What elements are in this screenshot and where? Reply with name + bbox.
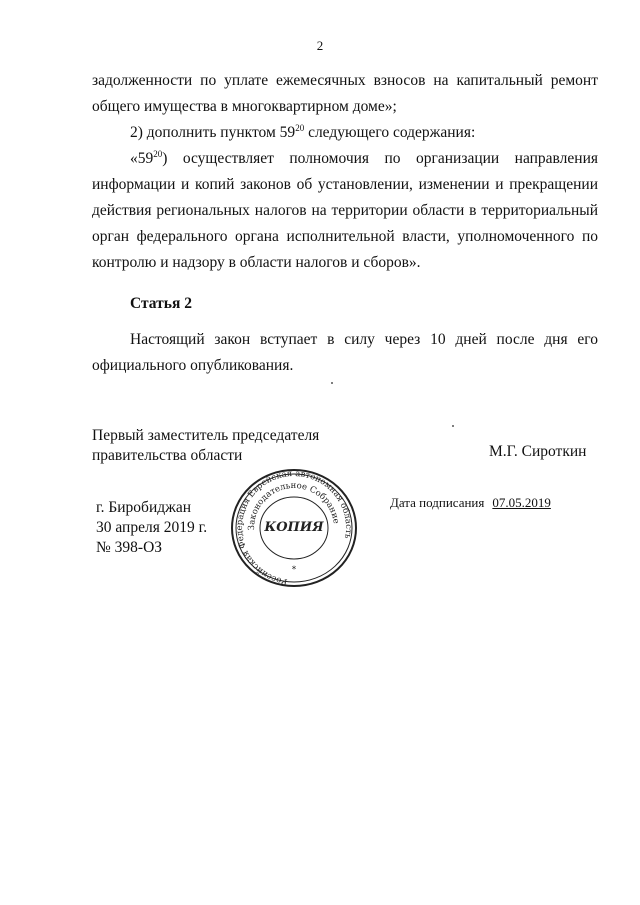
signatory-title	[92, 426, 319, 466]
page-number: 2	[316, 38, 324, 53]
article-2-heading: Статья 2	[130, 295, 192, 312]
signatory-title-line: Первый заместитель председателя	[92, 427, 320, 444]
signing-date-label: Дата подписания	[390, 495, 485, 510]
signing-date-value: 07.05.2019	[492, 495, 551, 510]
signatory-name: М.Г. Сироткин	[489, 443, 587, 460]
item-2-suffix: следующего содержания:	[304, 124, 476, 141]
quote-text: ) осуществляет полномочия по организации направления информации и копий законов об установлении, изменении и прекращении действия региональных налогов на территории области в территориальный орган федерального органа исполнительной власти, уполномоченного по контролю и надзору в области налогов и сборов».	[92, 150, 598, 271]
scan-speck	[331, 382, 333, 384]
paragraph-line: задолженности по уплате ежемесячных взносов на капитальный ремонт	[92, 72, 598, 89]
signing-date	[390, 495, 551, 511]
paragraph-line: общего имущества в многоквартирном доме»;	[92, 98, 397, 115]
copy-stamp	[229, 468, 359, 593]
article-2-text	[92, 327, 598, 379]
stamp-inner-text: Законодательное Собрание	[247, 480, 341, 531]
law-date: 30 апреля 2019 г.	[96, 519, 208, 536]
stamp-graphic	[229, 468, 359, 588]
paragraph-continuation	[92, 68, 598, 120]
place-date-block	[96, 498, 207, 558]
stamp-star: *	[291, 565, 297, 575]
quote-prefix: «59	[130, 150, 154, 167]
paragraph-item-2	[92, 120, 598, 146]
paragraph-quote	[92, 146, 598, 276]
city: г. Биробиджан	[96, 499, 192, 516]
stamp-center-text: КОПИЯ	[264, 520, 324, 535]
signatory-title-line: правительства области	[92, 447, 243, 464]
quote-sup: 20	[153, 148, 163, 159]
item-2-prefix: 2) дополнить пунктом 59	[130, 124, 296, 141]
scan-speck	[452, 425, 454, 427]
law-number: № 398-ОЗ	[96, 539, 163, 556]
article-2-body: Настоящий закон вступает в силу через 10 дней после дня его официального опубликования.	[92, 331, 598, 374]
stamp-outer-text: Российская Федерация Еврейская автономная область	[235, 468, 354, 587]
item-2-sup: 20	[295, 122, 305, 133]
